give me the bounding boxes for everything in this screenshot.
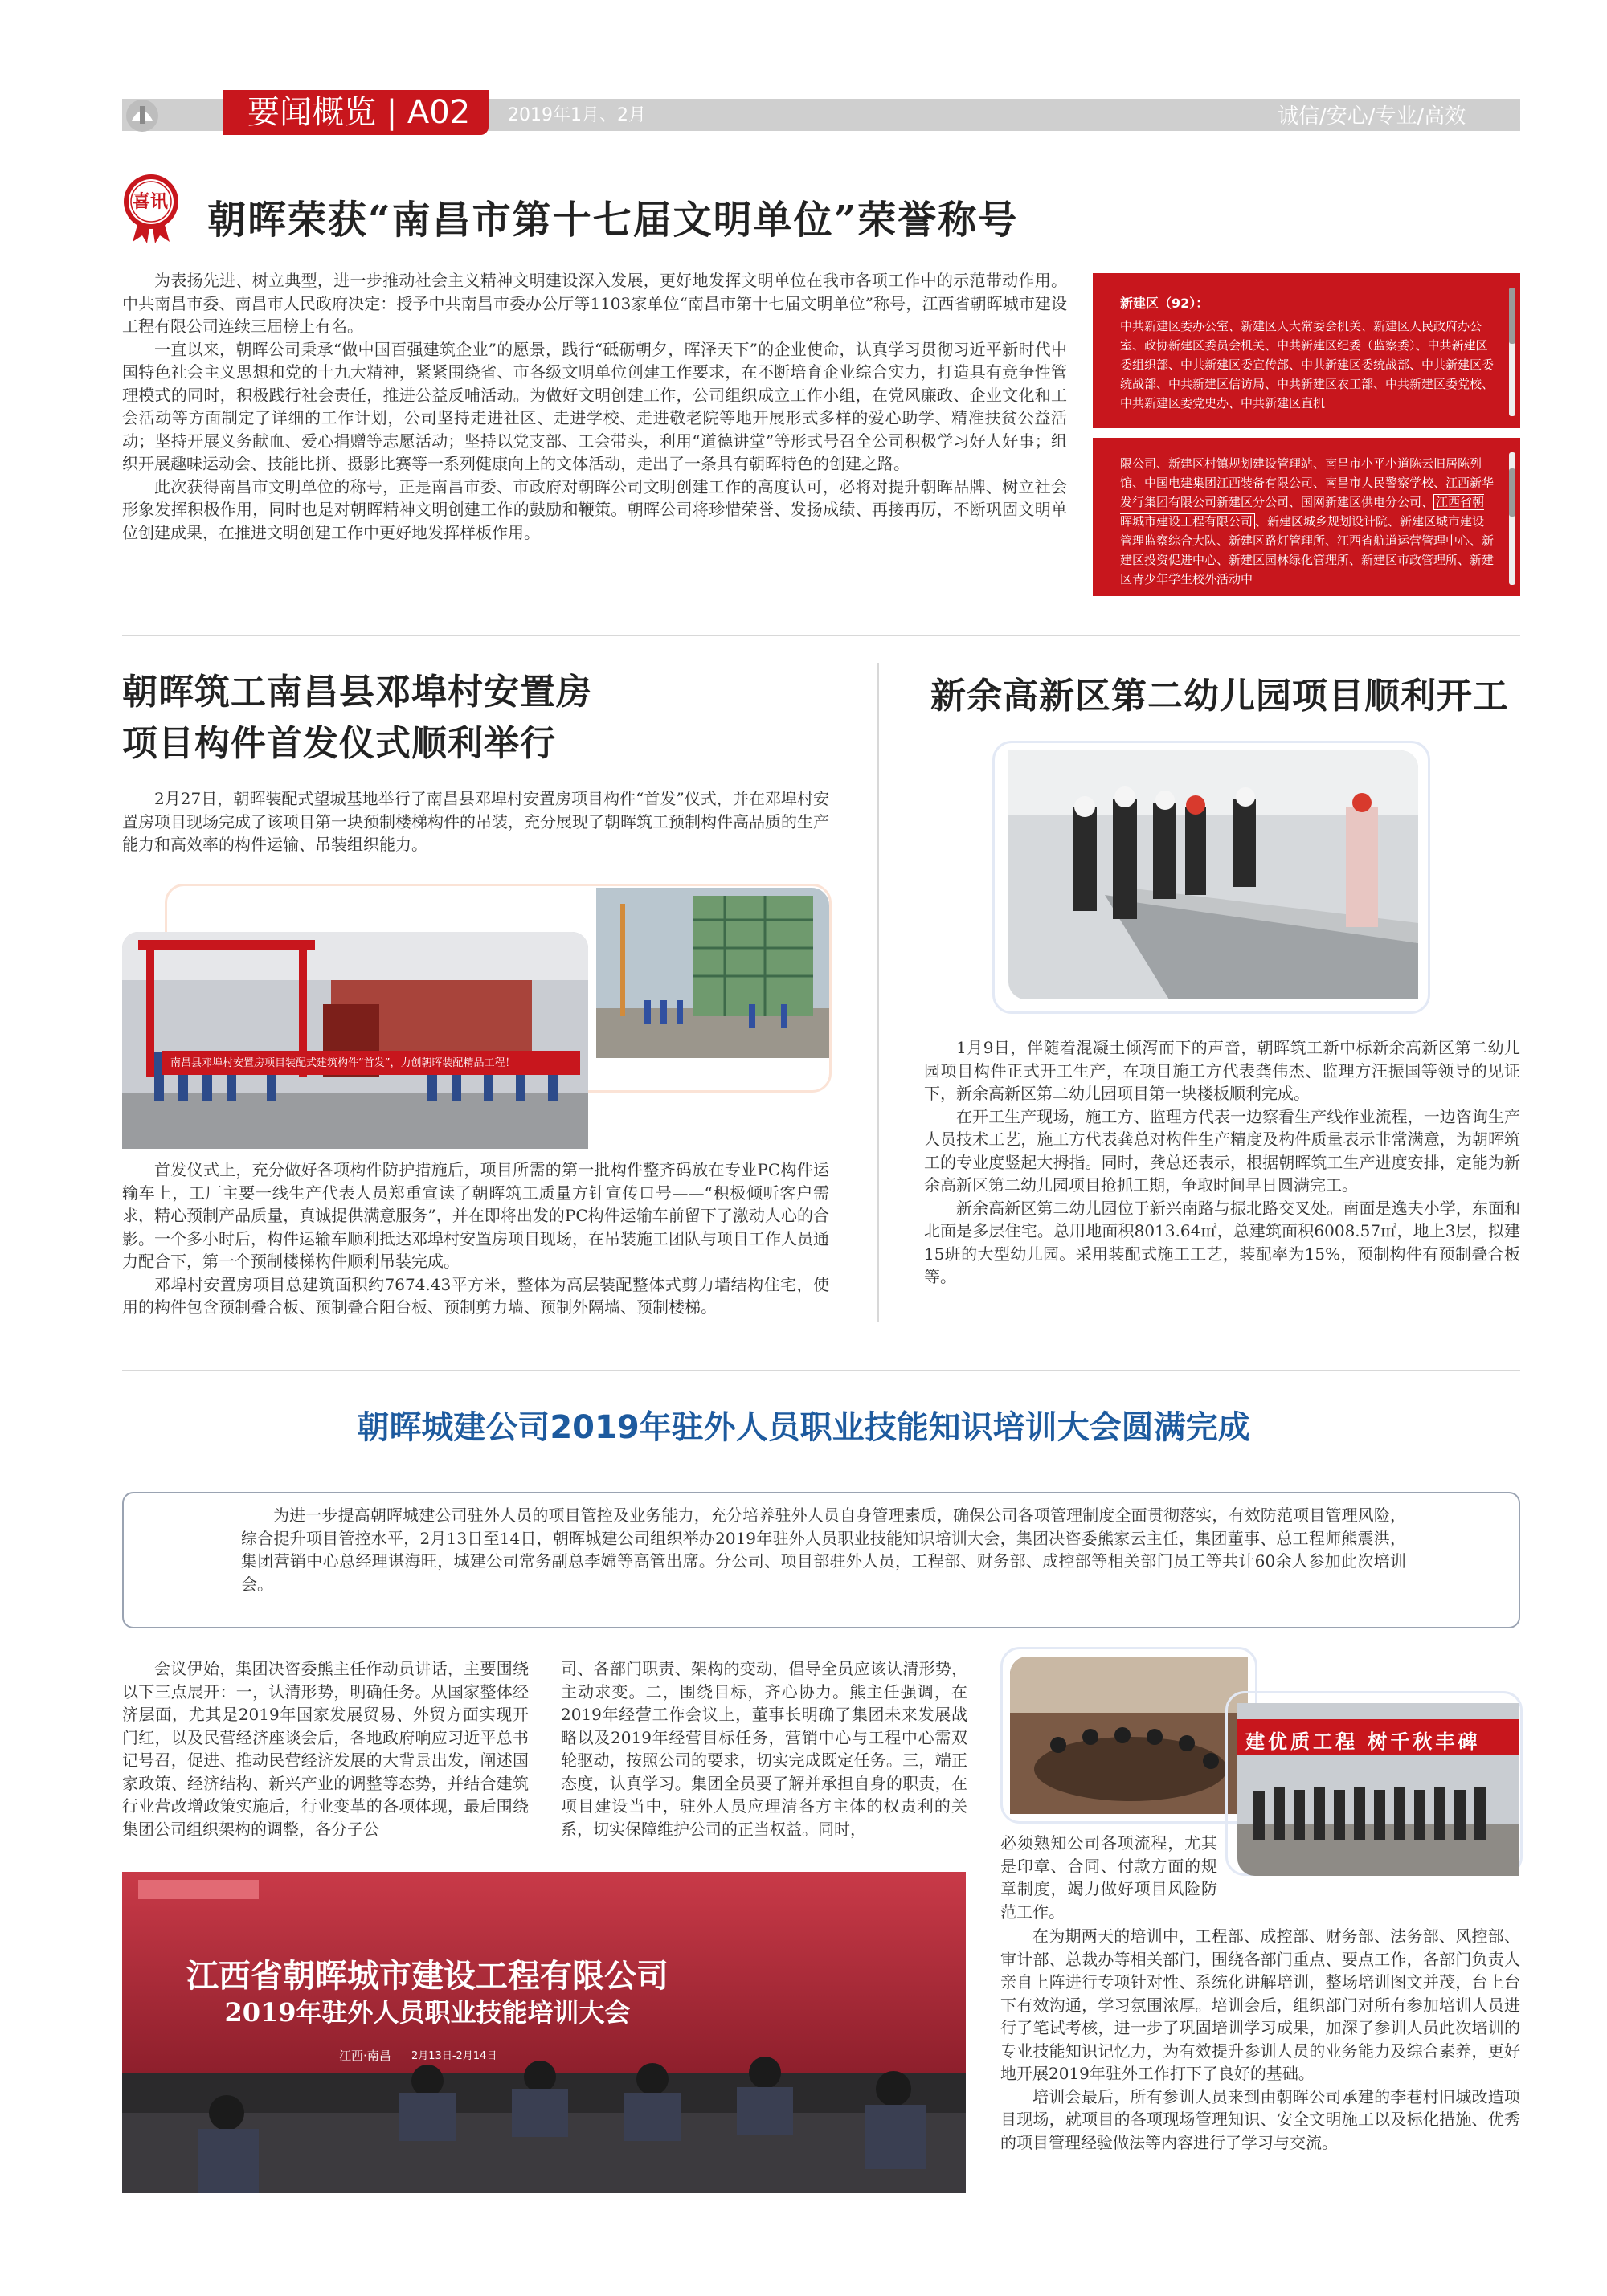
highlighted-company: 江西省朝晖城市建设工程有限公司 — [1120, 495, 1485, 529]
article1-body — [122, 269, 1067, 544]
article1-title: 朝晖荣获“南昌市第十七届文明单位”荣誉称号 — [207, 198, 1019, 243]
site-group-photo — [1237, 1703, 1519, 1876]
company-logo-icon — [121, 96, 164, 133]
training-session-photo — [122, 1872, 966, 2193]
screen-event-name: 2019年驻外人员职业技能培训大会 — [224, 1997, 631, 2028]
district-heading: 新建区（92）： — [1120, 296, 1209, 311]
article4-paragraph: 为进一步提高朝晖城建公司驻外人员的项目管控及业务能力，充分培养驻外人员自身管理素质，确保公司各项管理制度全面贯彻落实，有效防范项目管理风险，综合提升项目管控水平，2月13日至14日，朝晖城建公司组织举办2019年驻外人员职业技能知识培训大会，集团决咨委熊家云主任，集团董事、总工程师熊震洪，集团营销中心总经理谌海旺，城建公司常务副总李嫦等高管出席。分公司、项目部驻外人员，工程部、财务部、成控部等相关部门员工等共计60余人参加此次培训会。 — [241, 1505, 1406, 1594]
unit-list-box-1[interactable] — [1093, 273, 1520, 428]
article4-title: 朝晖城建公司2019年驻外人员职业技能知识培训大会圆满完成 — [357, 1409, 1250, 1446]
ceremony-banner: 南昌县邓埠村安置房项目装配式建筑构件“首发”，力创朝晖装配精品工程！ — [170, 1057, 516, 1069]
screen-company-name: 江西省朝晖城市建设工程有限公司 — [186, 1957, 669, 1995]
article4-paragraph: 会议伊始，集团决咨委熊主任作动员讲话，主要围绕以下三点展开：一，认清形势，明确任务。从国家整体经济层面，尤其是2019年国家发展贸易、外贸方面实现开门红，以及民营经济座谈会后，各地政府响应习近平总书记号召，促进、推动民营经济发展的大背景出发，阐述国家政策、经济结构、新兴产业的调整等态势，并结合建筑行业营改增政策实施后，行业变革的各项体现，最后围绕集团公司组织架构的调整，各分子公 — [122, 1659, 529, 1839]
construction-site-photo — [596, 888, 829, 1058]
unit-list-text: 中共新建区委办公室、新建区人大常委会机关、新建区人民政府办公室、政协新建区委员会机关、中共新建区纪委（监察委）、中共新建区委组织部、中共新建区委宣传部、中共新建区委统战部、中共新建区委统战部、中共新建区信访局、中共新建区农工部、中共新建区委党校、中共新建区委党史办、中共新建区直机 — [1120, 319, 1495, 411]
article2-paragraph: 邓埠村安置房项目总建筑面积约7674.43平方米，整体为高层装配整体式剪力墙结构住宅，使用的构件包含预制叠合板、预制叠合阳台板、预制剪力墙、预制外隔墙、预制楼梯。 — [122, 1274, 829, 1317]
unit-list-text: 限公司、新建区村镇规划建设管理站、南昌市小平小道陈云旧居陈列馆、中国电建集团江西装备有限公司、南昌市人民警察学校、江西新华发行集团有限公司新建区分公司、国网新建区供电分公司、 — [1120, 456, 1495, 509]
screen-dates: 2月13日-2月14日 — [411, 2050, 497, 2062]
article2-body — [122, 1158, 829, 1319]
article4-paragraph: 培训会最后，所有参训人员来到由朝晖公司承建的李巷村旧城改造项目现场，就项目的各项现场管理知识、安全文明施工以及标化措施、优秀的项目管理经验做法等内容进行了学习与交流。 — [1000, 2086, 1520, 2152]
section-title: 要闻概览 | A02 — [223, 90, 489, 135]
meeting-room-photo — [1010, 1657, 1248, 1814]
article2-paragraph: 2月27日，朝晖装配式望城基地举行了南昌县邓埠村安置房项目构件“首发”仪式，并在邓埠村安置房项目现场完成了该项目第一块预制楼梯构件的吊装，充分展现了朝晖筑工预制构件高品质的生产能力和高效率的构件运输、吊装组织能力。 — [122, 789, 829, 854]
article3-paragraph: 1月9日，伴随着混凝土倾泻而下的声音，朝晖筑工新中标新余高新区第二幼儿园项目构件正式开工生产，在项目施工方代表龚伟杰、监理方汪振国等领导的见证下，新余高新区第二幼儿园项目第一块楼板顺利完成。 — [924, 1038, 1520, 1103]
article2-paragraph: 首发仪式上，充分做好各项构件防护措施后，项目所需的第一批构件整齐码放在专业PC构件运输车上，工厂主要一线生产代表人员郑重宣读了朝晖筑工质量方针宣传口号——“积极倾听客户需求，精心预制产品质量，真诚提供满意服务”，并在即将出发的PC构件运输车前留下了激动人心的合影。一个多小时后，构件运输车顺利抵达邓埠村安置房项目现场，在吊装施工团队与项目工作人员通力配合下，第一个预制楼梯构件顺利吊装完成。 — [122, 1160, 829, 1271]
badge-label: 喜讯 — [132, 191, 168, 212]
article4-col3-top — [1000, 1832, 1217, 1923]
divider — [122, 635, 1520, 636]
scrollbar[interactable] — [1509, 452, 1515, 585]
article4-paragraph: 司、各部门职责、架构的变动，倡导全员应该认清形势，主动求变。二，围绕目标，齐心协力。熊主任强调，在2019年经营工作会议上，董事长明确了集团未来发展战略以及2019年经营目标任务，营销中心与工程中心需双轮驱动，按照公司的要求，切实完成既定任务。三，端正态度，认真学习。集团全员要了解并承担自身的职责，在项目建设当中，驻外人员应理清各方主体的权责利的关系，切实保障维护公司的正当权益。同时， — [561, 1659, 967, 1839]
header-slogan: 诚信/安心/专业/高效 — [1278, 104, 1466, 129]
article3-title: 新余高新区第二幼儿园项目顺利开工 — [930, 676, 1509, 717]
article3-paragraph: 在开工生产现场，施工方、监理方代表一边察看生产线作业流程，一边咨询生产人员技术工艺，施工方代表龚总对构件生产精度及构件质量表示非常满意，为朝晖筑工的专业度竖起大拇指。同时，龚总还表示，根据朝晖筑工生产进度安排，定能为新余高新区第二幼儿园项目抢抓工期，争取时间早日圆满完工。 — [924, 1106, 1520, 1195]
article4-intro — [241, 1504, 1406, 1595]
article2-intro — [122, 787, 829, 856]
article2-title-line: 朝晖筑工南昌县邓埠村安置房 — [122, 672, 592, 713]
article2-title-line: 项目构件首发仪式顺利举行 — [122, 723, 556, 764]
unit-list-text: 、新建区城乡规划设计院、新建区城市建设管理监察综合大队、新建区路灯管理所、江西省航道运营管理中心、新建区投资促进中心、新建区园林绿化管理所、新建区市政管理所、新建区青少年学生校外活动中 — [1120, 514, 1495, 586]
article4-col3 — [1000, 1925, 1520, 2154]
article4-paragraph: 在为期两天的培训中，工程部、成控部、财务部、法务部、风控部、审计部、总裁办等相关部门，围绕各部门重点、要点工作，各部门负责人亲自上阵进行专项针对性、系统化讲解培训，整场培训图文并茂，台上台下有效沟通，学习氛围浓厚。培训会后，组织部门对所有参加培训人员进行了笔试考核，进一步了巩固培训学习成果，加深了参训人员此次培训的专业技能知识记忆力，为有效提升参训人员的业务能力及综合素养，更好地开展2019年驻外工作打下了良好的基础。 — [1000, 1926, 1520, 2083]
divider — [122, 1370, 1520, 1371]
scrollbar[interactable] — [1509, 288, 1515, 416]
article2-title — [122, 667, 592, 770]
article4-paragraph: 必须熟知公司各项流程，尤其是印章、合同、付款方面的规章制度，竭力做好项目风险防范工作。 — [1000, 1833, 1217, 1922]
column-divider — [877, 663, 879, 1322]
factory-inspection-photo — [1008, 750, 1418, 999]
article1-paragraph: 为表扬先进、树立典型，进一步推动社会主义精神文明建设深入发展，更好地发挥文明单位在我市各项工作中的示范带动作用。中共南昌市委、南昌市人民政府决定：授予中共南昌市委办公厅等1103家单位“南昌市第十七届文明单位”称号，江西省朝晖城市建设工程有限公司连续三届榜上有名。 — [122, 271, 1067, 336]
ceremony-photo — [122, 932, 588, 1149]
article1-paragraph: 此次获得南昌市文明单位的称号，正是南昌市委、市政府对朝晖公司文明创建工作的高度认可，必将对提升朝晖品牌、树立社会形象发挥积极作用，同时也是对朝晖精神文明创建工作的鼓励和鞭策。朝晖公司将珍惜荣誉、发扬成绩、再接再厉，不断巩固文明单位创建成果，在推进文明创建工作中更好地发挥样板作用。 — [122, 476, 1067, 542]
article3-paragraph: 新余高新区第二幼儿园位于新兴南路与振北路交叉处。南面是逸夫小学，东面和北面是多层住宅。总用地面积8013.64㎡，总建筑面积6008.57㎡，地上3层，拟建15班的大型幼儿园。采用装配式施工工艺，装配率为15%，预制构件有预制叠合板等。 — [924, 1198, 1520, 1286]
article1-paragraph: 一直以来，朝晖公司秉承“做中国百强建筑企业”的愿景，践行“砥砺朝夕，晖泽天下”的企业使命，认真学习贯彻习近平新时代中国特色社会主义思想和党的十九大精神，紧紧围绕省、市各级文明单位创建工作要求，在不断培育企业综合实力，打造具有竞争性管理模式的同时，积极践行社会责任，推进公益反哺活动。为做好文明创建工作，公司组织成立工作小组，在党风廉政、企业文化和工会活动等方面制定了详细的工作计划，公司坚持走进社区、走进学校、走进敬老院等地开展形式多样的爱心助学、精准扶贫公益活动；坚持开展义务献血、爱心捐赠等志愿活动；坚持以党支部、工会带头，利用“道德讲堂”等形式号召全公司积极学习好人好事；组织开展趣味运动会、技能比拼、摄影比赛等一系列健康向上的文体活动，走出了一条具有朝晖特色的创建之路。 — [122, 339, 1067, 473]
screen-place: 江西·南昌 — [339, 2049, 391, 2063]
article3-body — [924, 1036, 1520, 1289]
article4-col1 — [122, 1657, 529, 1840]
unit-list-box-2[interactable] — [1093, 438, 1520, 596]
site-sign: 建优质工程 树千秋丰碑 — [1245, 1730, 1481, 1753]
issue-date: 2019年1月、2月 — [508, 105, 646, 125]
article4-col2 — [561, 1657, 967, 1840]
